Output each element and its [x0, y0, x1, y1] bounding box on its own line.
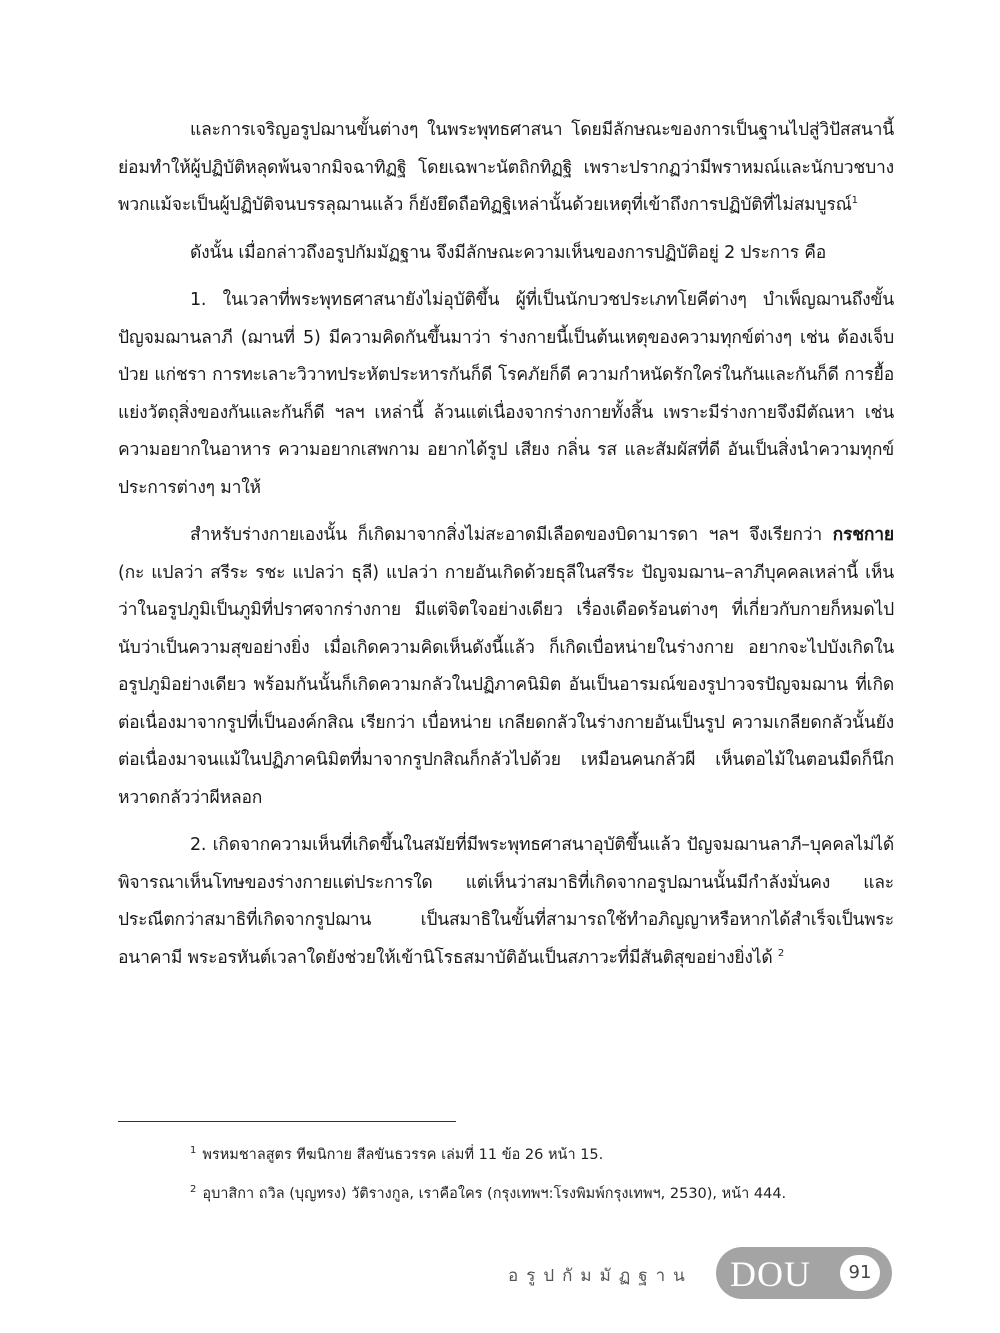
footnote-ref-2[interactable]: 2 — [777, 947, 785, 959]
paragraph-5: 2. เกิดจากความเห็นที่เกิดขึ้นในสมัยที่มีพระพุทธศาสนาอุบัติขึ้นแล้ว ปัญจมฌานลาภี–บุคคลไม่ได้พิจารณาเห็นโทษของร่างกายแต่ประการใด แต่เห็นว่าสมาธิที่เกิดจากอรูปฌานนั้นมีกำลังมั่นคง และประณีตกว่าสมาธิที่เกิดจากรูปฌาน เป็นสมาธิในขั้นที่สามารถใช้ทำอภิญญาหรือหากได้สำเร็จเป็นพระอนาคามี พระอรหันต์เวลาใดยังช่วยให้เข้านิโรธสมาบัติอันเป็นสภาวะที่มีสันติสุขอย่างยิ่งได้ $^2$ — [118, 835, 894, 968]
dou-badge — [716, 1247, 892, 1299]
footnote-2: $^2$ อุบาสิกา ถวิล (บุญทรง) วัติรางกูล, เราคือใคร (กรุงเทพฯ:โรงพิมพ์กรุงเทพฯ, 2530), หน้า 444. — [190, 1184, 787, 1202]
dou-logo: DOU — [730, 1254, 811, 1294]
footnote-1: $^1$ พรหมชาลสูตร ทีฆนิกาย สีลขันธวรรค เล่มที่ 11 ข้อ 26 หน้า 15. — [190, 1145, 604, 1163]
footnote-divider — [118, 1121, 456, 1122]
footnote-ref-1[interactable]: 1 — [851, 195, 858, 207]
paragraph-1: และการเจริญอรูปฌานขั้นต่างๆ ในพระพุทธศาสนา โดยมีลักษณะของการเป็นฐานไปสู่วิปัสสนานี้ ย่อมทำให้ผู้ปฏิบัติหลุดพ้นจากมิจฉาทิฏฐิ โดยเฉพาะนัตถิกทิฏฐิ เพราะปรากฏว่ามีพราหมณ์และนักบวชบางพวกแม้จะเป็นผู้ปฏิบัติจนบรรลุฌานแล้ว ก็ยังยึดถือทิฏฐิเหล่านั้นด้วยเหตุที่เข้าถึงการปฏิบัติที่ไม่สมบูรณ์$^1$ — [118, 120, 894, 215]
term-karachakaya: กรชกาย — [832, 525, 894, 545]
main-content — [118, 112, 894, 987]
running-footer-title: อรูปกัมมัฏฐาน — [508, 1266, 693, 1286]
paragraph-3: 1. ในเวลาที่พระพุทธศาสนายังไม่อุบัติขึ้น ผู้ที่เป็นนักบวชประเภทโยคีต่างๆ บำเพ็ญฌานถึงขั้นปัญจมฌานลาภี (ฌานที่ 5) มีความคิดกันขึ้นมาว่า ร่างกายนี้เป็นต้นเหตุของความทุกข์ต่างๆ เช่น ต้องเจ็บป่วย แก่ชรา การทะเลาะวิวาทประหัตประหารกันก็ดี โรคภัยก็ดี ความกำหนัดรักใคร่ในกันและกันก็ดี การยื้อแย่งวัตถุสิ่งของกันและกันก็ดี ฯลฯ เหล่านี้ ล้วนแต่เนื่องจากร่างกายทั้งสิ้น เพราะมีร่างกายจึงมีตัณหา เช่น ความอยากในอาหาร ความอยากเสพกาม อยากได้รูป เสียง กลิ่น รส และสัมผัสที่ดี อันเป็นสิ่งนำความทุกข์ประการต่างๆ มาให้ — [118, 290, 894, 498]
paragraph-2: ดังนั้น เมื่อกล่าวถึงอรูปกัมมัฏฐาน จึงมีลักษณะความเห็นของการปฏิบัติอยู่ 2 ประการ คือ — [190, 242, 827, 263]
paragraph-4: สำหรับร่างกายเองนั้น ก็เกิดมาจากสิ่งไม่สะอาดมีเลือดของบิดามารดา ฯลฯ จึงเรียกว่า กรชกาย (กะ แปลว่า สรีระ รชะ แปลว่า ธุลี) แปลว่า กายอันเกิดด้วยธุลีในสรีระ ปัญจมฌาน–ลาภีบุคคลเหล่านี้ เห็นว่าในอรูปภูมิเป็นภูมิที่ปราศจากร่างกาย มีแต่จิตใจอย่างเดียว เรื่องเดือดร้อนต่างๆ ที่เกี่ยวกับกายก็หมดไป นับว่าเป็นความสุขอย่างยิ่ง เมื่อเกิดความคิดเห็นดังนี้แล้ว ก็เกิดเบื่อหน่ายในร่างกาย อยากจะไปบังเกิดในอรูปภูมิอย่างเดียว พร้อมกันนั้นก็เกิดความกลัวในปฏิภาคนิมิต อันเป็นอารมณ์ของรูปาวจรปัญจมฌาน ที่เกิดต่อเนื่องมาจากรูปที่เป็นองค์กสิณ เรียกว่า เบื่อหน่าย เกลียดกลัวในร่างกายอันเป็นรูป ความเกลียดกลัวนั้นยังต่อเนื่องมาจนแม้ในปฏิภาคนิมิตที่มาจากรูปกสิณก็กลัวไปด้วย เหมือนคนกลัวผี เห็นตอไม้ในตอนมืดก็นึกหวาดกลัวว่าผีหลอก — [118, 525, 894, 808]
page-number: 91 — [840, 1255, 880, 1291]
